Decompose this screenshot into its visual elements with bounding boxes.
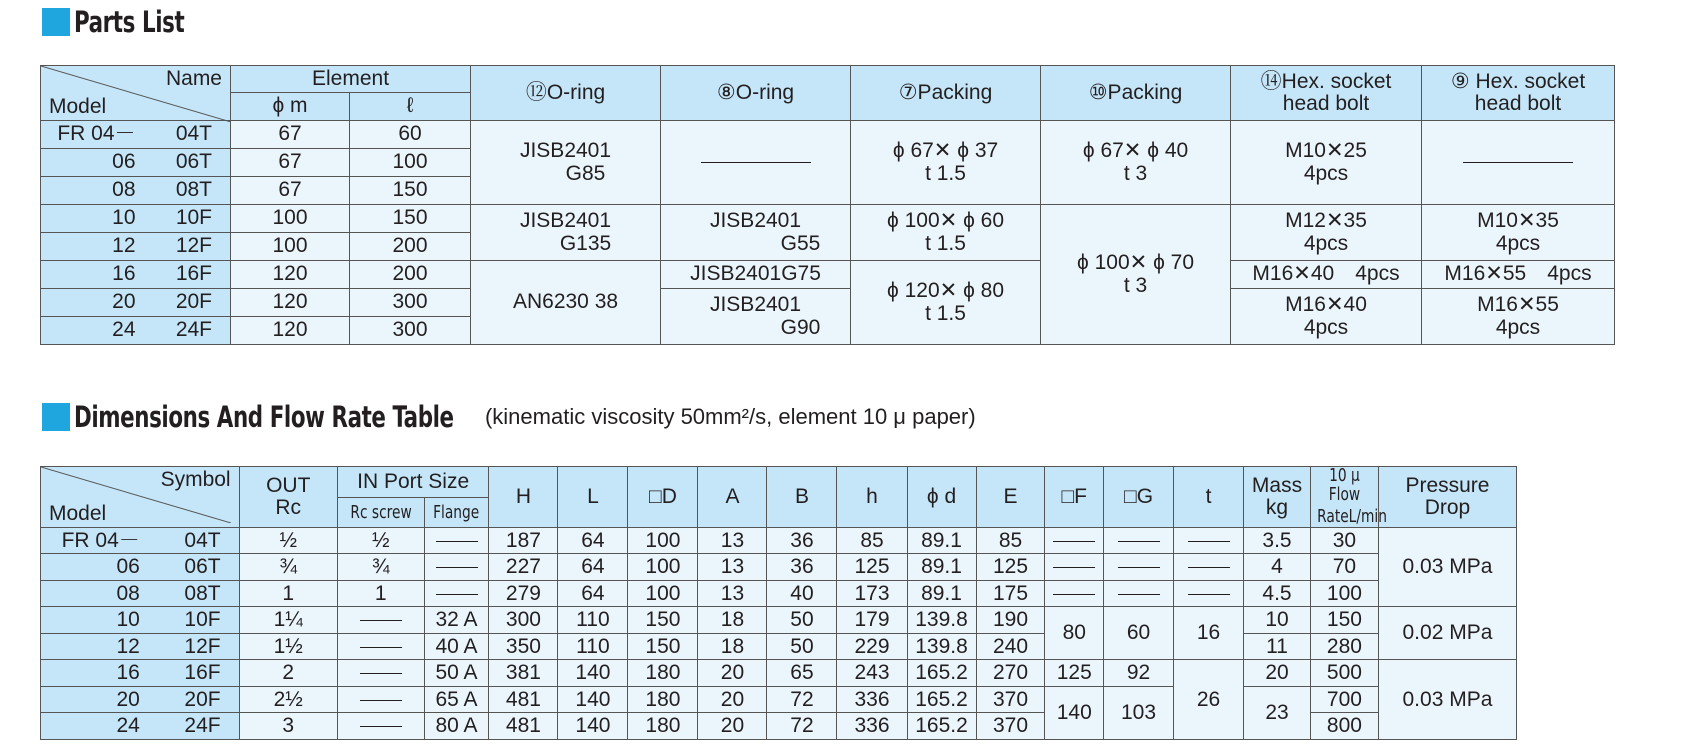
D-cell: 100	[628, 527, 698, 554]
B-cell: 50	[767, 633, 837, 660]
E-cell: 240	[976, 633, 1045, 660]
t-cell: 16	[1174, 607, 1244, 660]
dash-line	[436, 541, 478, 542]
flow-cell: 280	[1310, 633, 1378, 660]
B-cell: 40	[767, 580, 837, 607]
parts-corner-header	[41, 66, 231, 121]
A-header: A	[698, 467, 767, 528]
heading-square-icon	[42, 403, 70, 431]
flange-cell: 80 A	[424, 713, 489, 740]
model-cell: 10 10F	[41, 607, 240, 634]
ell-cell: 150	[350, 205, 471, 233]
flange-cell: 40 A	[424, 633, 489, 660]
out-cell: 3	[239, 713, 337, 740]
dash-line	[436, 594, 478, 595]
A-cell: 13	[698, 580, 767, 607]
dash-line	[360, 620, 402, 621]
out-cell: 1½	[239, 633, 337, 660]
rc-screw-cell: ¾	[337, 554, 424, 581]
flow-header: 10 μ Flow RateL/min	[1310, 467, 1378, 528]
parts-list-table	[40, 65, 1615, 345]
B-cell: 36	[767, 554, 837, 581]
L-cell: 140	[558, 713, 628, 740]
d-cell: 165.2	[907, 686, 976, 713]
bolt9-cell-empty	[1422, 121, 1615, 205]
oring8-cell: JISB2401 G55	[661, 205, 851, 261]
model-cell: 20 20F	[41, 686, 240, 713]
mass-cell: 3.5	[1244, 527, 1311, 554]
B-header: B	[767, 467, 837, 528]
rc-screw-cell-empty	[337, 686, 424, 713]
L-cell: 140	[558, 686, 628, 713]
B-cell: 65	[767, 660, 837, 687]
bolt14-cell: M12✕35 4pcs	[1231, 205, 1422, 261]
flange-cell: 50 A	[424, 660, 489, 687]
phi-cell: 67	[231, 149, 350, 177]
B-cell: 50	[767, 607, 837, 634]
D-cell: 100	[628, 554, 698, 581]
t-header: t	[1174, 467, 1244, 528]
dash-line	[360, 700, 402, 701]
h-header: h	[837, 467, 907, 528]
rc-screw-cell-empty	[337, 660, 424, 687]
d-cell: 89.1	[907, 580, 976, 607]
H-cell: 350	[489, 633, 558, 660]
packing7-cell: ϕ 67✕ ϕ 37 t 1.5	[851, 121, 1041, 205]
h-cell: 173	[837, 580, 907, 607]
mass-cell: 20	[1244, 660, 1311, 687]
phi-cell: 120	[231, 289, 350, 317]
model-cell: 16 16F	[41, 660, 240, 687]
H-header: H	[489, 467, 558, 528]
h-cell: 179	[837, 607, 907, 634]
model-cell: FR 04－ 04T	[41, 121, 231, 149]
oring12-cell: JISB2401 G135	[471, 205, 661, 261]
flange-cell-empty	[424, 554, 489, 581]
A-cell: 18	[698, 607, 767, 634]
F-cell: 140	[1045, 686, 1104, 739]
D-cell: 180	[628, 713, 698, 740]
dash-line	[360, 647, 402, 648]
oring8-cell: JISB2401 G90	[661, 289, 851, 345]
packing10-header: ⑩Packing	[1041, 66, 1231, 121]
oring8-cell-empty	[661, 121, 851, 205]
phi-cell: 100	[231, 233, 350, 261]
ell-cell: 100	[350, 149, 471, 177]
L-cell: 140	[558, 660, 628, 687]
packing7-cell: ϕ 120✕ ϕ 80 t 1.5	[851, 261, 1041, 345]
mass-cell: 4	[1244, 554, 1311, 581]
dash-line	[1053, 594, 1095, 595]
corner-name-label: Name	[165, 67, 222, 90]
D-cell: 180	[628, 660, 698, 687]
packing7-cell: ϕ 100✕ ϕ 60 t 1.5	[851, 205, 1041, 261]
out-cell: 1¼	[239, 607, 337, 634]
corner-symbol-label: Symbol	[160, 468, 231, 491]
phi-cell: 120	[231, 261, 350, 289]
model-cell: FR 04－ 04T	[41, 527, 240, 554]
heading-square-icon	[42, 8, 70, 36]
d-cell: 89.1	[907, 527, 976, 554]
dash-line	[360, 673, 402, 674]
dash-line	[1118, 594, 1160, 595]
element-header: Element	[231, 66, 471, 93]
L-cell: 64	[558, 554, 628, 581]
flow-cell: 700	[1310, 686, 1378, 713]
model-cell: 08 08T	[41, 580, 240, 607]
L-cell: 64	[558, 580, 628, 607]
G-cell: 103	[1104, 686, 1174, 739]
phi-cell: 100	[231, 205, 350, 233]
ell-cell: 300	[350, 317, 471, 345]
flange-header: Flange	[424, 498, 489, 528]
flange-cell: 65 A	[424, 686, 489, 713]
ell-header: ℓ	[350, 93, 471, 121]
h-cell: 336	[837, 686, 907, 713]
dash-line	[1188, 541, 1230, 542]
out-cell: 2½	[239, 686, 337, 713]
mass-cell: 23	[1244, 686, 1311, 739]
F-cell: 125	[1045, 660, 1104, 687]
out-rc-header: OUT Rc	[239, 467, 337, 528]
E-cell: 190	[976, 607, 1045, 634]
ell-cell: 150	[350, 177, 471, 205]
dash-line	[1053, 541, 1095, 542]
rc-screw-cell: ½	[337, 527, 424, 554]
D-cell: 150	[628, 633, 698, 660]
dash-line	[701, 162, 811, 163]
ell-cell: 60	[350, 121, 471, 149]
F-cell-empty	[1045, 554, 1104, 581]
rc-screw-cell: 1	[337, 580, 424, 607]
pressure-drop-header: Pressure Drop	[1378, 467, 1516, 528]
E-cell: 175	[976, 580, 1045, 607]
B-cell: 72	[767, 686, 837, 713]
parts-list-heading	[42, 5, 208, 39]
G-cell-empty	[1104, 580, 1174, 607]
L-cell: 110	[558, 633, 628, 660]
model-cell: 12 12F	[41, 633, 240, 660]
E-cell: 85	[976, 527, 1045, 554]
mass-header: Mass kg	[1244, 467, 1311, 528]
H-cell: 300	[489, 607, 558, 634]
flange-cell-empty	[424, 527, 489, 554]
pressure-drop-cell: 0.03 MPa	[1378, 660, 1516, 740]
A-cell: 20	[698, 660, 767, 687]
phi-cell: 67	[231, 177, 350, 205]
flange-cell: 32 A	[424, 607, 489, 634]
model-cell: 16 16F	[41, 261, 231, 289]
flow-cell: 70	[1310, 554, 1378, 581]
phi-cell: 67	[231, 121, 350, 149]
dash-line	[1118, 541, 1160, 542]
L-cell: 110	[558, 607, 628, 634]
rc-screw-cell-empty	[337, 633, 424, 660]
out-cell: 2	[239, 660, 337, 687]
dims-corner-header	[41, 467, 240, 528]
model-cell: 08 08T	[41, 177, 231, 205]
model-cell: 10 10F	[41, 205, 231, 233]
t-cell-empty	[1174, 554, 1244, 581]
D-header: □D	[628, 467, 698, 528]
out-cell: ½	[239, 527, 337, 554]
h-cell: 125	[837, 554, 907, 581]
oring8-header: ⑧O-ring	[661, 66, 851, 121]
flange-cell-empty	[424, 580, 489, 607]
dash-line	[360, 726, 402, 727]
parts-list-title: Parts List	[74, 5, 185, 39]
flow-cell: 150	[1310, 607, 1378, 634]
model-cell: 24 24F	[41, 713, 240, 740]
mass-cell: 10	[1244, 607, 1311, 634]
packing10-cell: ϕ 100✕ ϕ 70 t 3	[1041, 205, 1231, 345]
oring12-header: ⑫O-ring	[471, 66, 661, 121]
F-cell: 80	[1045, 607, 1104, 660]
A-cell: 13	[698, 554, 767, 581]
packing7-header: ⑦Packing	[851, 66, 1041, 121]
mass-cell: 11	[1244, 633, 1311, 660]
packing10-cell: ϕ 67✕ ϕ 40 t 3	[1041, 121, 1231, 205]
L-cell: 64	[558, 527, 628, 554]
d-cell: 139.8	[907, 633, 976, 660]
h-cell: 85	[837, 527, 907, 554]
B-cell: 72	[767, 713, 837, 740]
d-header: ϕ d	[907, 467, 976, 528]
E-cell: 125	[976, 554, 1045, 581]
dimensions-title: Dimensions And Flow Rate Table	[74, 400, 454, 434]
pressure-drop-cell: 0.03 MPa	[1378, 527, 1516, 607]
h-cell: 229	[837, 633, 907, 660]
H-cell: 481	[489, 713, 558, 740]
flow-cell: 800	[1310, 713, 1378, 740]
D-cell: 100	[628, 580, 698, 607]
A-cell: 18	[698, 633, 767, 660]
E-cell: 370	[976, 713, 1045, 740]
A-cell: 20	[698, 713, 767, 740]
t-cell-empty	[1174, 580, 1244, 607]
H-cell: 187	[489, 527, 558, 554]
corner-model-label: Model	[49, 501, 107, 525]
E-cell: 370	[976, 686, 1045, 713]
dash-line	[1053, 567, 1095, 568]
H-cell: 227	[489, 554, 558, 581]
bolt14-cell: M16✕40 4pcs	[1231, 289, 1422, 345]
model-cell: 06 06T	[41, 149, 231, 177]
corner-model-label: Model	[49, 94, 107, 118]
bolt9-cell: M10✕35 4pcs	[1422, 205, 1615, 261]
phi-m-header: ϕ m	[231, 93, 350, 121]
pressure-drop-cell: 0.02 MPa	[1378, 607, 1516, 660]
d-cell: 165.2	[907, 713, 976, 740]
oring12-cell: JISB2401 G85	[471, 121, 661, 205]
D-cell: 150	[628, 607, 698, 634]
out-cell: 1	[239, 580, 337, 607]
model-cell: 06 06T	[41, 554, 240, 581]
H-cell: 481	[489, 686, 558, 713]
dash-line	[1188, 594, 1230, 595]
d-cell: 165.2	[907, 660, 976, 687]
oring12-cell: AN6230 38	[471, 261, 661, 345]
bolt9-cell: M16✕55 4pcs	[1422, 289, 1615, 345]
rc-screw-cell-empty	[337, 607, 424, 634]
d-cell: 89.1	[907, 554, 976, 581]
d-cell: 139.8	[907, 607, 976, 634]
in-port-header: IN Port Size	[337, 467, 489, 498]
G-header: □G	[1104, 467, 1174, 528]
model-cell: 24 24F	[41, 317, 231, 345]
bolt9-header: ⑨ Hex. socket head bolt	[1422, 66, 1615, 121]
D-cell: 180	[628, 686, 698, 713]
F-cell-empty	[1045, 527, 1104, 554]
rc-screw-header: Rc screw	[337, 498, 424, 528]
B-cell: 36	[767, 527, 837, 554]
A-cell: 13	[698, 527, 767, 554]
flow-cell: 30	[1310, 527, 1378, 554]
H-cell: 279	[489, 580, 558, 607]
dimensions-subtitle: (kinematic viscosity 50mm²/s, element 10 μ paper)	[484, 404, 976, 429]
E-header: E	[976, 467, 1045, 528]
G-cell-empty	[1104, 554, 1174, 581]
F-cell-empty	[1045, 580, 1104, 607]
ell-cell: 300	[350, 289, 471, 317]
bolt9-cell: M16✕55 4pcs	[1422, 261, 1615, 289]
H-cell: 381	[489, 660, 558, 687]
out-cell: ¾	[239, 554, 337, 581]
dash-line	[1463, 162, 1573, 163]
bolt14-cell: M16✕40 4pcs	[1231, 261, 1422, 289]
phi-cell: 120	[231, 317, 350, 345]
G-cell: 60	[1104, 607, 1174, 660]
E-cell: 270	[976, 660, 1045, 687]
flow-cell: 500	[1310, 660, 1378, 687]
G-cell: 92	[1104, 660, 1174, 687]
dash-line	[436, 567, 478, 568]
G-cell-empty	[1104, 527, 1174, 554]
flow-cell: 100	[1310, 580, 1378, 607]
A-cell: 20	[698, 686, 767, 713]
ell-cell: 200	[350, 261, 471, 289]
oring8-cell: JISB2401G75	[661, 261, 851, 289]
bolt14-header: ⑭Hex. socket head bolt	[1231, 66, 1422, 121]
h-cell: 336	[837, 713, 907, 740]
dash-line	[1188, 567, 1230, 568]
model-cell: 20 20F	[41, 289, 231, 317]
ell-cell: 200	[350, 233, 471, 261]
F-header: □F	[1045, 467, 1104, 528]
model-cell: 12 12F	[41, 233, 231, 261]
dimensions-table	[40, 466, 1517, 740]
bolt14-cell: M10✕25 4pcs	[1231, 121, 1422, 205]
h-cell: 243	[837, 660, 907, 687]
t-cell: 26	[1174, 660, 1244, 740]
t-cell-empty	[1174, 527, 1244, 554]
mass-cell: 4.5	[1244, 580, 1311, 607]
rc-screw-cell-empty	[337, 713, 424, 740]
dash-line	[1118, 567, 1160, 568]
dimensions-heading	[42, 400, 976, 434]
L-header: L	[558, 467, 628, 528]
